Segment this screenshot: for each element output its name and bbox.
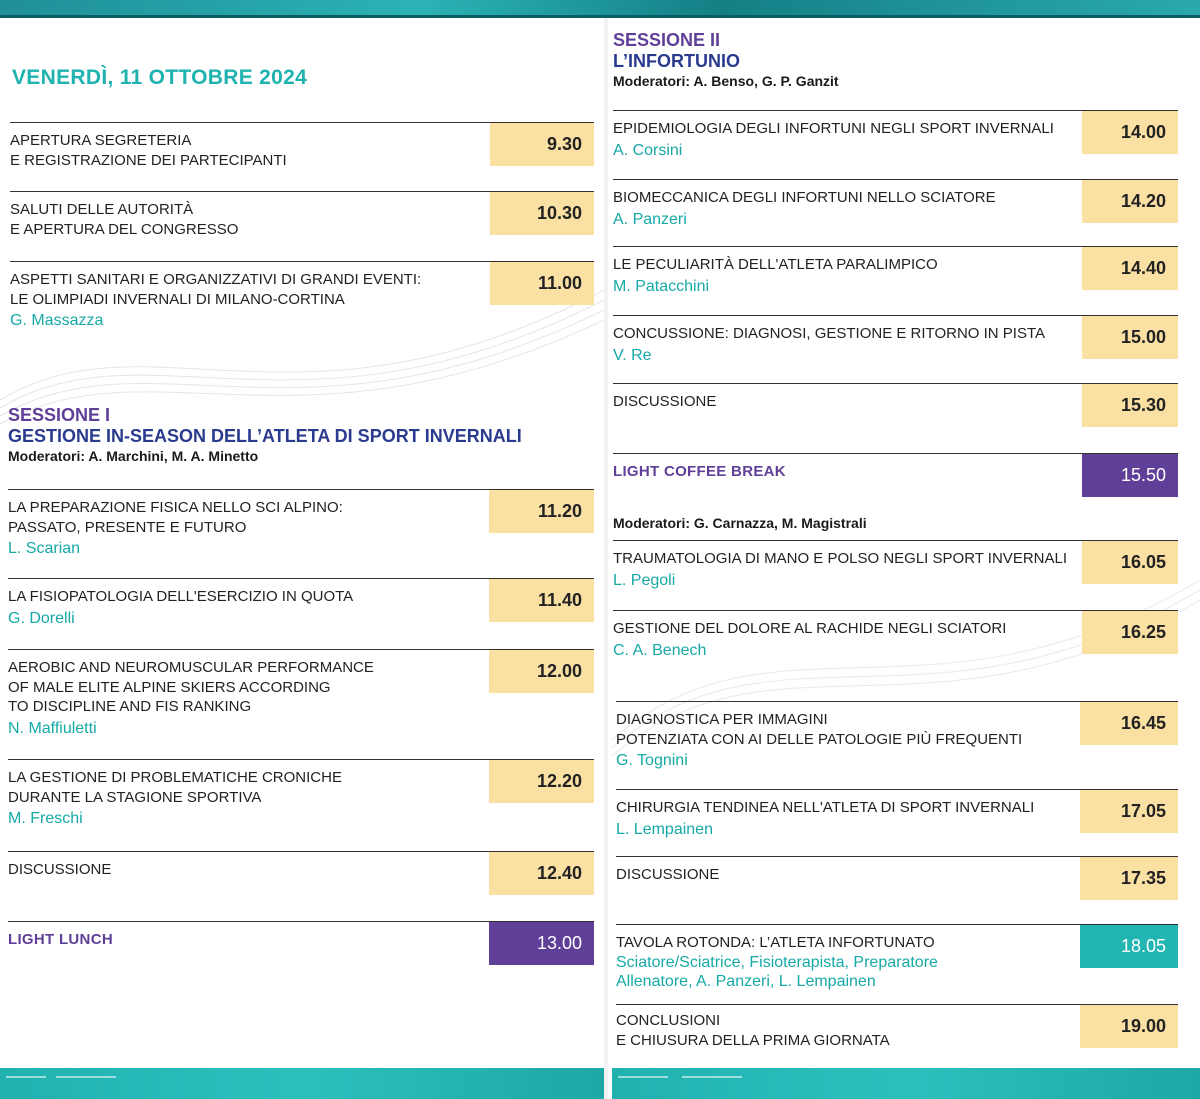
speaker-name: A. Corsini	[613, 141, 683, 159]
break-label: LIGHT LUNCH	[8, 931, 113, 948]
agenda-row	[616, 924, 1178, 1003]
agenda-row	[613, 540, 1178, 601]
agenda-row	[10, 122, 594, 179]
time-slot: 14.20	[1082, 180, 1178, 223]
footer-band	[612, 1068, 1200, 1099]
session-number: SESSIONE II	[613, 30, 721, 50]
session-number: SESSIONE I	[8, 405, 111, 425]
time-slot: 9.30	[490, 123, 594, 166]
speaker-name: M. Patacchini	[613, 277, 710, 295]
time-slot: 16.25	[1082, 611, 1178, 654]
speaker-name: G. Tognini	[616, 752, 688, 769]
time-slot: 14.40	[1082, 247, 1178, 290]
talk-title: OF MALE ELITE ALPINE SKIERS ACCORDING	[8, 678, 331, 696]
time-slot: 15.30	[1082, 384, 1178, 427]
talk-title: LE PECULIARITÀ DELL'ATLETA PARALIMPICO	[613, 256, 938, 273]
break-label: LIGHT COFFEE BREAK	[613, 463, 786, 480]
footer-decoration	[618, 1076, 668, 1078]
talk-title: PASSATO, PRESENTE E FUTURO	[8, 518, 247, 536]
session-header	[8, 405, 522, 466]
session-moderators: Moderatori: G. Carnazza, M. Magistrali	[613, 515, 867, 531]
footer-decoration	[56, 1076, 116, 1078]
event-date: VENERDÌ, 11 OTTOBRE 2024	[12, 66, 308, 89]
agenda-row	[613, 179, 1178, 240]
speaker-name: M. Freschi	[8, 810, 83, 827]
speaker-name: G. Dorelli	[8, 609, 75, 627]
time-slot: 18.05	[1080, 925, 1178, 968]
time-slot: 16.05	[1082, 541, 1178, 584]
top-decorative-band	[0, 0, 1200, 18]
column-divider	[604, 18, 608, 1099]
footer-decoration	[682, 1076, 742, 1078]
agenda-row	[613, 315, 1178, 376]
talk-title: LA FISIOPATOLOGIA DELL'ESERCIZIO IN QUOTA	[8, 588, 354, 605]
break-row	[8, 921, 594, 968]
talk-title: TRAUMATOLOGIA DI MANO E POLSO NEGLI SPORT INVERNALI	[613, 550, 1067, 567]
agenda-row	[8, 489, 594, 570]
talk-title: DIAGNOSTICA PER IMMAGINI	[616, 711, 828, 728]
time-slot: 10.30	[490, 192, 594, 235]
agenda-row	[613, 110, 1178, 171]
speaker-name: C. A. Benech	[613, 641, 707, 659]
speaker-name: L. Scarian	[8, 540, 81, 557]
time-slot: 14.00	[1082, 111, 1178, 154]
talk-title: BIOMECCANICA DEGLI INFORTUNI NELLO SCIATORE	[613, 189, 996, 206]
agenda-row	[613, 610, 1178, 671]
talk-title: TAVOLA ROTONDA: L’ATLETA INFORTUNATO	[616, 934, 935, 951]
talk-title: ASPETTI SANITARI E ORGANIZZATIVI DI GRANDI EVENTI:	[10, 271, 422, 288]
time-slot: 12.00	[489, 650, 594, 693]
talk-title: TO DISCIPLINE AND FIS RANKING	[8, 698, 252, 715]
agenda-row	[10, 191, 594, 248]
speaker-name: A. Panzeri	[613, 210, 687, 228]
time-slot: 16.45	[1080, 702, 1178, 745]
session-header	[613, 30, 839, 91]
session-moderators: Moderatori: A. Benso, G. P. Ganzit	[613, 73, 839, 89]
agenda-row	[8, 649, 594, 750]
speaker-name: L. Lempainen	[616, 820, 713, 838]
talk-title: LA GESTIONE DI PROBLEMATICHE CRONICHE	[8, 769, 342, 786]
time-slot: 11.40	[489, 579, 594, 622]
time-slot: 11.00	[490, 262, 594, 305]
time-slot: 17.05	[1080, 790, 1178, 833]
time-slot: 17.35	[1080, 857, 1178, 900]
time-slot: 15.00	[1082, 316, 1178, 359]
agenda-row	[8, 851, 594, 898]
session-moderators: Moderatori: A. Marchini, M. A. Minetto	[8, 448, 259, 464]
speaker-name: V. Re	[613, 346, 652, 364]
time-slot: 19.00	[1080, 1005, 1178, 1048]
talk-title: EPIDEMIOLOGIA DEGLI INFORTUNI NEGLI SPORT INVERNALI	[613, 120, 1054, 137]
footer-band	[0, 1068, 604, 1099]
talk-title: SALUTI DELLE AUTORITÀ	[10, 201, 194, 218]
speaker-name: L. Pegoli	[613, 571, 676, 589]
speaker-name: Sciatore/Sciatrice, Fisioterapista, Preparatore	[616, 953, 938, 971]
time-slot: 12.20	[489, 760, 594, 803]
speaker-name: Allenatore, A. Panzeri, L. Lempainen	[616, 973, 876, 990]
agenda-row	[8, 578, 594, 639]
talk-title: CHIRURGIA TENDINEA NELL'ATLETA DI SPORT INVERNALI	[616, 799, 1035, 816]
agenda-row	[8, 759, 594, 840]
talk-title: E REGISTRAZIONE DEI PARTECIPANTI	[10, 151, 287, 169]
talk-title: LA PREPARAZIONE FISICA NELLO SCI ALPINO:	[8, 499, 343, 516]
talk-title: LE OLIMPIADI INVERNALI DI MILANO-CORTINA	[10, 290, 345, 308]
agenda-row	[613, 383, 1178, 430]
agenda-row	[616, 789, 1178, 850]
talk-title: AEROBIC AND NEUROMUSCULAR PERFORMANCE	[8, 659, 374, 676]
time-slot: 15.50	[1082, 454, 1178, 497]
speaker-name: N. Maffiuletti	[8, 719, 97, 737]
talk-title: POTENZIATA CON AI DELLE PATOLOGIE PIÙ FREQUENTI	[616, 730, 1023, 748]
footer-decoration	[6, 1076, 46, 1078]
talk-title: E CHIUSURA DELLA PRIMA GIORNATA	[616, 1031, 890, 1049]
talk-title: DISCUSSIONE	[8, 861, 112, 878]
talk-title: CONCUSSIONE: DIAGNOSI, GESTIONE E RITORNO IN PISTA	[613, 325, 1046, 342]
session-title: L’INFORTUNIO	[613, 51, 740, 71]
agenda-row	[10, 261, 594, 342]
session-title: GESTIONE IN-SEASON DELL’ATLETA DI SPORT INVERNALI	[8, 426, 522, 446]
break-row	[613, 453, 1178, 496]
talk-title: GESTIONE DEL DOLORE AL RACHIDE NEGLI SCIATORI	[613, 620, 1007, 637]
talk-title: E APERTURA DEL CONGRESSO	[10, 220, 239, 238]
speaker-name: G. Massazza	[10, 312, 104, 329]
talk-title: APERTURA SEGRETERIA	[10, 132, 192, 149]
talk-title: DISCUSSIONE	[613, 393, 717, 410]
agenda-row	[616, 701, 1178, 782]
time-slot: 13.00	[489, 922, 594, 965]
talk-title: DURANTE LA STAGIONE SPORTIVA	[8, 788, 262, 806]
time-slot: 11.20	[489, 490, 594, 533]
agenda-row	[616, 856, 1178, 903]
agenda-row	[613, 246, 1178, 307]
talk-title: DISCUSSIONE	[616, 866, 720, 883]
time-slot: 12.40	[489, 852, 594, 895]
agenda-row	[616, 1004, 1178, 1051]
talk-title: CONCLUSIONI	[616, 1012, 721, 1029]
